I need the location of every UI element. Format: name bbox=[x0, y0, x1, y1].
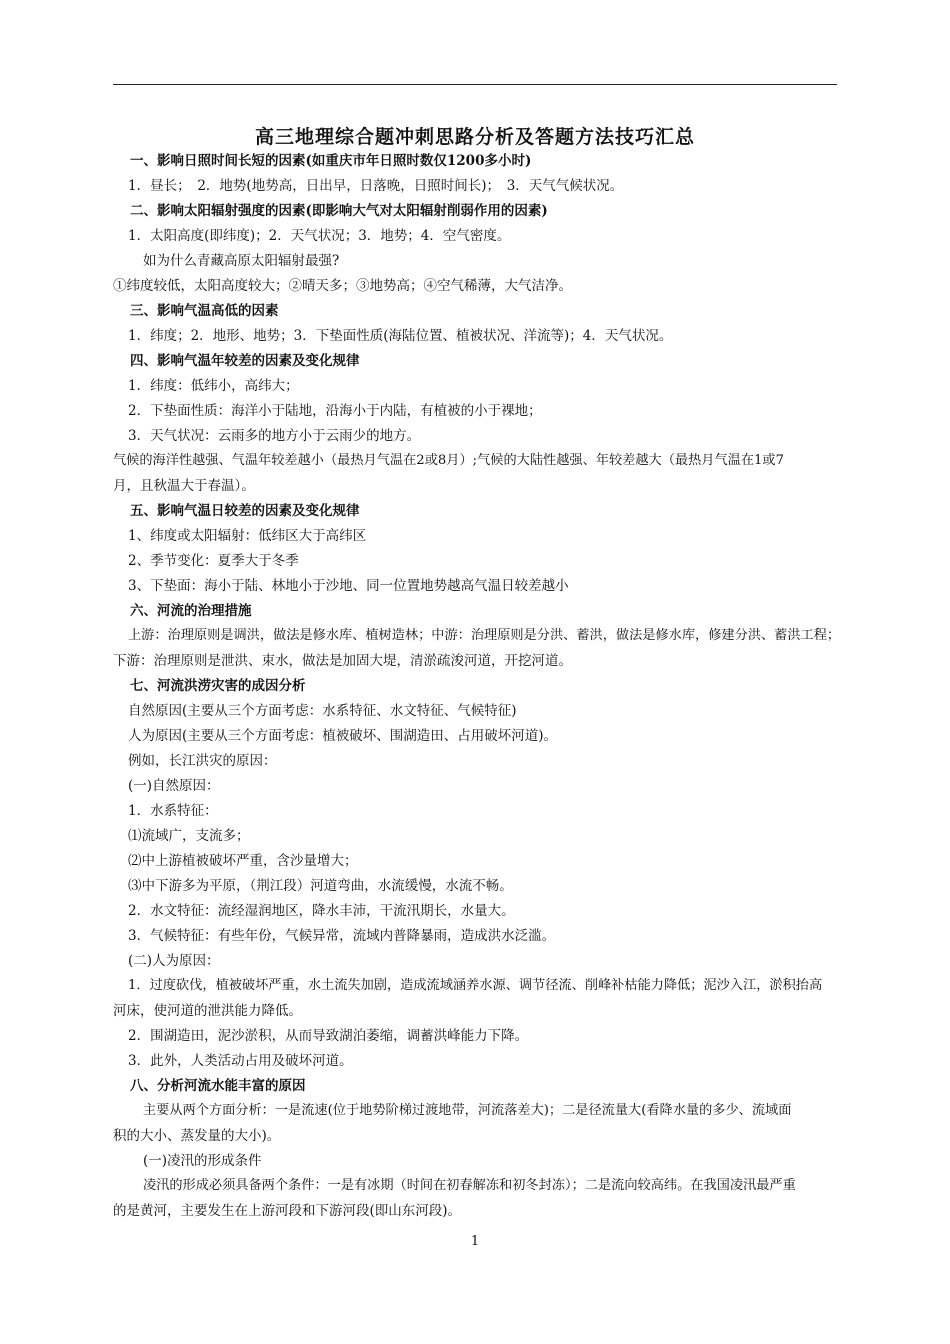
section-heading-6: 六、河流的治理措施 bbox=[130, 603, 252, 619]
text-line: 1、纬度或太阳辐射：低纬区大于高纬区 bbox=[128, 528, 367, 544]
text-line: (一)自然原因： bbox=[128, 778, 220, 794]
text-line: 3．此外，人类活动占用及破坏河道。 bbox=[128, 1053, 353, 1069]
section-heading-7: 七、河流洪涝灾害的成因分析 bbox=[130, 678, 306, 694]
text-line: (一)凌汛的形成条件 bbox=[143, 1153, 262, 1169]
text-line: 3、下垫面：海小于陆、林地小于沙地、同一位置地势越高气温日较差越小 bbox=[128, 578, 569, 594]
header-rule bbox=[113, 84, 837, 85]
text-line: 主要从两个方面分析：一是流速(位于地势阶梯过渡地带，河流落差大)；二是径流量大(看降水量的多少、流域面 bbox=[143, 1103, 792, 1118]
section-heading-4: 四、影响气温年较差的因素及变化规律 bbox=[130, 353, 360, 369]
page-number: 1 bbox=[470, 1234, 480, 1249]
text-line: ⑴流域广，支流多； bbox=[128, 828, 250, 844]
text-line: 人为原因(主要从三个方面考虑：植被破坏、围湖造田、占用破坏河道)。 bbox=[128, 728, 558, 744]
text-line: 例如，长江洪灾的原因： bbox=[128, 753, 277, 769]
text-line: 积的大小、蒸发量的大小)。 bbox=[113, 1128, 281, 1144]
text-line: 3．气候特征：有些年份，气候异常，流域内普降暴雨，造成洪水泛滥。 bbox=[128, 928, 556, 944]
text-line: 1．水系特征： bbox=[128, 803, 218, 819]
text-line: 2、季节变化：夏季大于冬季 bbox=[128, 553, 299, 569]
section-heading-5: 五、影响气温日较差的因素及变化规律 bbox=[130, 503, 360, 519]
text-line: ①纬度较低，太阳高度较大；②晴天多；③地势高；④空气稀薄，大气洁净。 bbox=[113, 278, 572, 294]
text-line: 2．水文特征：流经湿润地区，降水丰沛，干流汛期长，水量大。 bbox=[128, 903, 515, 919]
text-line: 的是黄河，主要发生在上游河段和下游河段(即山东河段)。 bbox=[113, 1203, 462, 1219]
text-line: ⑶中下游多为平原，（荆江段）河道弯曲，水流缓慢，水流不畅。 bbox=[128, 878, 513, 894]
text-line: 1．昼长； 2．地势(地势高，日出早，日落晚，日照时间长)； 3．天气气候状况。 bbox=[128, 178, 624, 194]
text-line: 1．太阳高度(即纬度)；2．天气状况；3．地势；4．空气密度。 bbox=[128, 228, 511, 244]
text-line: 自然原因(主要从三个方面考虑：水系特征、水文特征、气候特征) bbox=[128, 703, 517, 719]
text-line: 气候的海洋性越强、气温年较差越小（最热月气温在2或8月）;气候的大陆性越强、年较差越大（最热月气温在1或7 bbox=[113, 453, 784, 468]
text-line: 2．下垫面性质：海洋小于陆地，沿海小于内陆，有植被的小于裸地； bbox=[128, 403, 542, 419]
text-line: 下游：治理原则是泄洪、束水，做法是加固大堤，清淤疏浚河道，开挖河道。 bbox=[113, 653, 572, 669]
text-line: (二)人为原因： bbox=[128, 953, 220, 969]
document-title: 高三地理综合题冲刺思路分析及答题方法技巧汇总 bbox=[254, 126, 695, 148]
text-line: 2．围湖造田，泥沙淤积，从而导致湖泊萎缩，调蓄洪峰能力下降。 bbox=[128, 1028, 529, 1044]
text-line: 凌汛的形成必须具备两个条件：一是有冰期（时间在初春解冻和初冬封冻）；二是流向较高纬。在我国凌汛最严重 bbox=[143, 1178, 796, 1193]
section-heading-8: 八、分析河流水能丰富的原因 bbox=[130, 1078, 306, 1094]
text-line: 河床，使河道的泄洪能力降低。 bbox=[113, 1003, 302, 1019]
section-heading-3: 三、影响气温高低的因素 bbox=[130, 303, 279, 319]
text-line: 3．天气状况：云雨多的地方小于云雨少的地方。 bbox=[128, 428, 421, 444]
section-heading-1: 一、影响日照时间长短的因素(如重庆市年日照时数仅1200多小时) bbox=[130, 153, 532, 169]
text-line: 1．过度砍伐，植被破坏严重，水土流失加剧，造成流域涵养水源、调节径流、削峰补枯能力降低；泥沙入江，淤积抬高 bbox=[128, 978, 823, 993]
text-line: 月，且秋温大于春温）。 bbox=[113, 478, 255, 494]
text-line: 上游：治理原则是调洪，做法是修水库、植树造林；中游：治理原则是分洪、蓄洪，做法是修水库，修建分洪、蓄洪工程； bbox=[128, 628, 841, 643]
text-line: 如为什么青藏高原太阳辐射最强? bbox=[143, 253, 340, 269]
text-line: ⑵中上游植被破坏严重，含沙量增大； bbox=[128, 853, 358, 869]
text-line: 1．纬度：低纬小，高纬大； bbox=[128, 378, 299, 394]
section-heading-2: 二、影响太阳辐射强度的因素(即影响大气对太阳辐射削弱作用的因素) bbox=[130, 203, 548, 219]
text-line: 1．纬度；2．地形、地势；3．下垫面性质(海陆位置、植被状况、洋流等)；4．天气状况。 bbox=[128, 328, 673, 344]
